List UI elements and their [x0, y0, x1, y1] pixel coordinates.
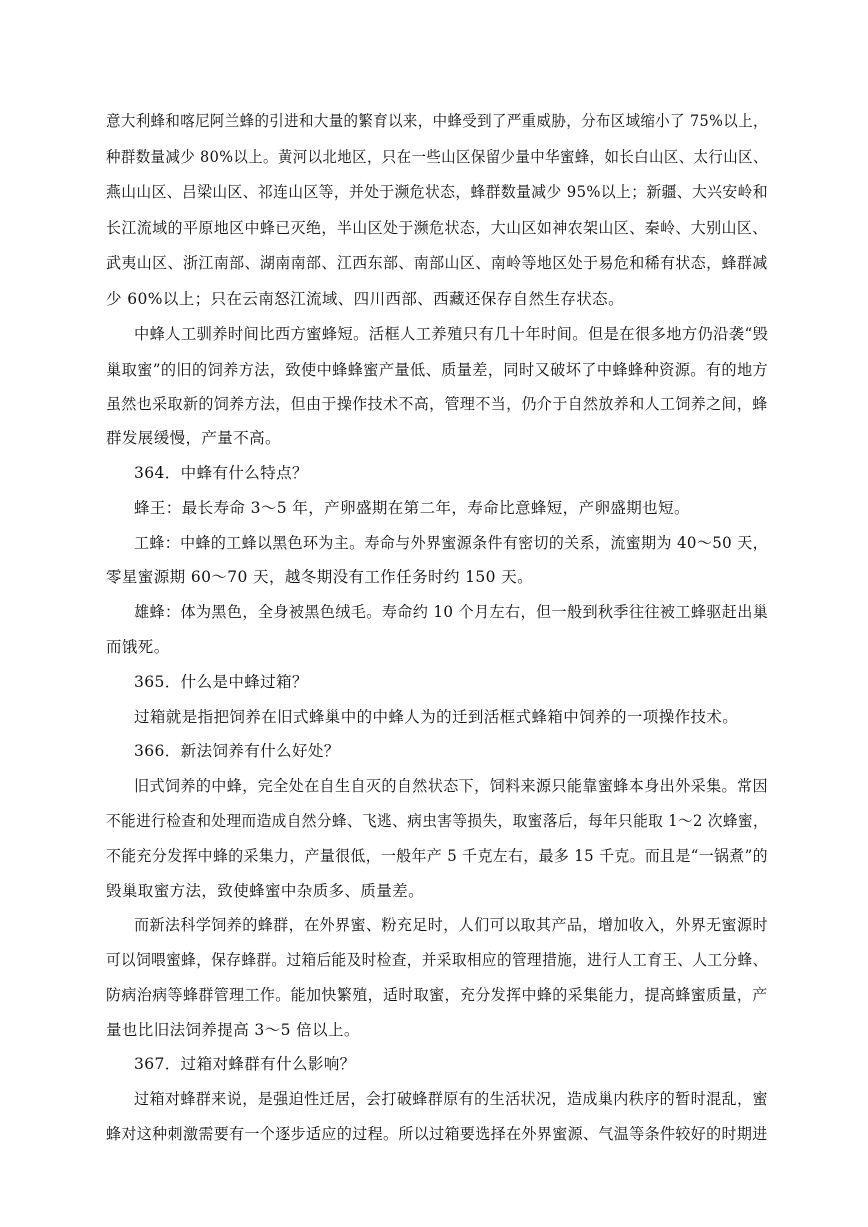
question-heading: 364．中蜂有什么特点？: [134, 464, 308, 482]
paragraph-first-line: 蜂王：最长寿命 3～5 年，产卵盛期在第二年，寿命比意蜂短，产卵盛期也短。: [134, 499, 690, 517]
question-heading: 366．新法饲养有什么好处？: [134, 742, 340, 760]
paragraph-first-line: 工蜂：中蜂的工蜂以黑色环为主。寿命与外界蜜源条件有密切的关系，流蜜期为 40～50 天，: [134, 534, 768, 552]
text-line: 量也比旧法饲养提高 3～5 倍以上。: [106, 1021, 360, 1039]
text-line: 零星蜜源期 60～70 天，越冬期没有工作任务时约 150 天。: [106, 568, 534, 586]
paragraph-first-line: 旧式饲养的中蜂，完全处在自生自灭的自然状态下，饲料来源只能靠蜜蜂本身出外采集。常因: [134, 777, 768, 795]
text-line: 群发展缓慢，产量不高。: [106, 429, 281, 447]
text-line: 毁巢取蜜方法，致使蜂蜜中杂质多、质量差。: [106, 882, 425, 900]
text-line: 不能进行检查和处理而造成自然分蜂、飞逃、病虫害等损失，取蜜落后，每年只能取 1～2 次蜂蜜，: [106, 812, 769, 830]
text-line: 可以饲喂蜜蜂，保存蜂群。过箱后能及时检查，并采取相应的管理措施，进行人工育王、人工分蜂、: [106, 951, 768, 969]
text-line: 燕山山区、吕梁山区、祁连山区等，并处于濒危状态，蜂群数量减少 95%以上；新疆、大兴安岭和: [106, 183, 768, 201]
paragraph-first-line: 雄蜂：体为黑色，全身被黑色绒毛。寿命约 10 个月左右，但一般到秋季往往被工蜂驱赶出巢: [134, 603, 769, 621]
paragraph-first-line: 而新法科学饲养的蜂群，在外界蜜、粉充足时，人们可以取其产品，增加收入，外界无蜜源时: [134, 916, 768, 934]
paragraph-first-line: 过箱对蜂群来说，是强迫性迁居，会打破蜂群原有的生活状况，造成巢内秩序的暂时混乱，蜜: [134, 1090, 768, 1108]
text-line: 防病治病等蜂群管理工作。能加快繁殖，适时取蜜，充分发挥中蜂的采集能力，提高蜂蜜质量，产: [106, 986, 768, 1004]
text-line: 巢取蜜”的旧的饲养方法，致使中蜂蜂蜜产量低、质量差，同时又破坏了中蜂蜂种资源。有的地方: [106, 361, 769, 379]
text-line: 意大利蜂和喀尼阿兰蜂的引进和大量的繁育以来，中蜂受到了严重威胁，分布区域缩小了 75%以上，: [106, 112, 768, 130]
text-line: 少 60%以上；只在云南怒江流域、四川西部、西藏还保存自然生存状态。: [106, 290, 624, 308]
paragraph-first-line: 中蜂人工驯养时间比西方蜜蜂短。活框人工养殖只有几十年时间。但是在很多地方仍沿袭“毁: [134, 325, 769, 343]
question-heading: 365．什么是中蜂过箱？: [134, 673, 308, 691]
text-line: 虽然也采取新的饲养方法，但由于操作技术不高，管理不当，仍介于自然放养和人工饲养之间，蜂: [106, 395, 768, 413]
text-line: 不能充分发挥中蜂的采集力，产量很低，一般年产 5 千克左右，最多 15 千克。而且是“一锅煮”的: [106, 847, 768, 865]
paragraph-first-line: 过箱就是指把饲养在旧式蜂巢中的中蜂人为的迁到活框式蜂箱中饲养的一项操作技术。: [134, 708, 739, 726]
question-heading: 367．过箱对蜂群有什么影响？: [134, 1055, 356, 1073]
text-line: 而饿死。: [106, 638, 170, 656]
text-line: 蜂对这种刺激需要有一个逐步适应的过程。所以过箱要选择在外界蜜源、气温等条件较好的时期进: [106, 1125, 768, 1143]
text-line: 武夷山区、浙江南部、湖南南部、江西东部、南部山区、南岭等地区处于易危和稀有状态，蜂群减: [106, 254, 768, 272]
text-line: 种群数量减少 80%以上。黄河以北地区，只在一些山区保留少量中华蜜蜂，如长白山区、太行山区、: [106, 148, 768, 166]
text-line: 长江流域的平原地区中蜂已灭绝，半山区处于濒危状态，大山区如神农架山区、秦岭、大别山区、: [106, 219, 768, 237]
